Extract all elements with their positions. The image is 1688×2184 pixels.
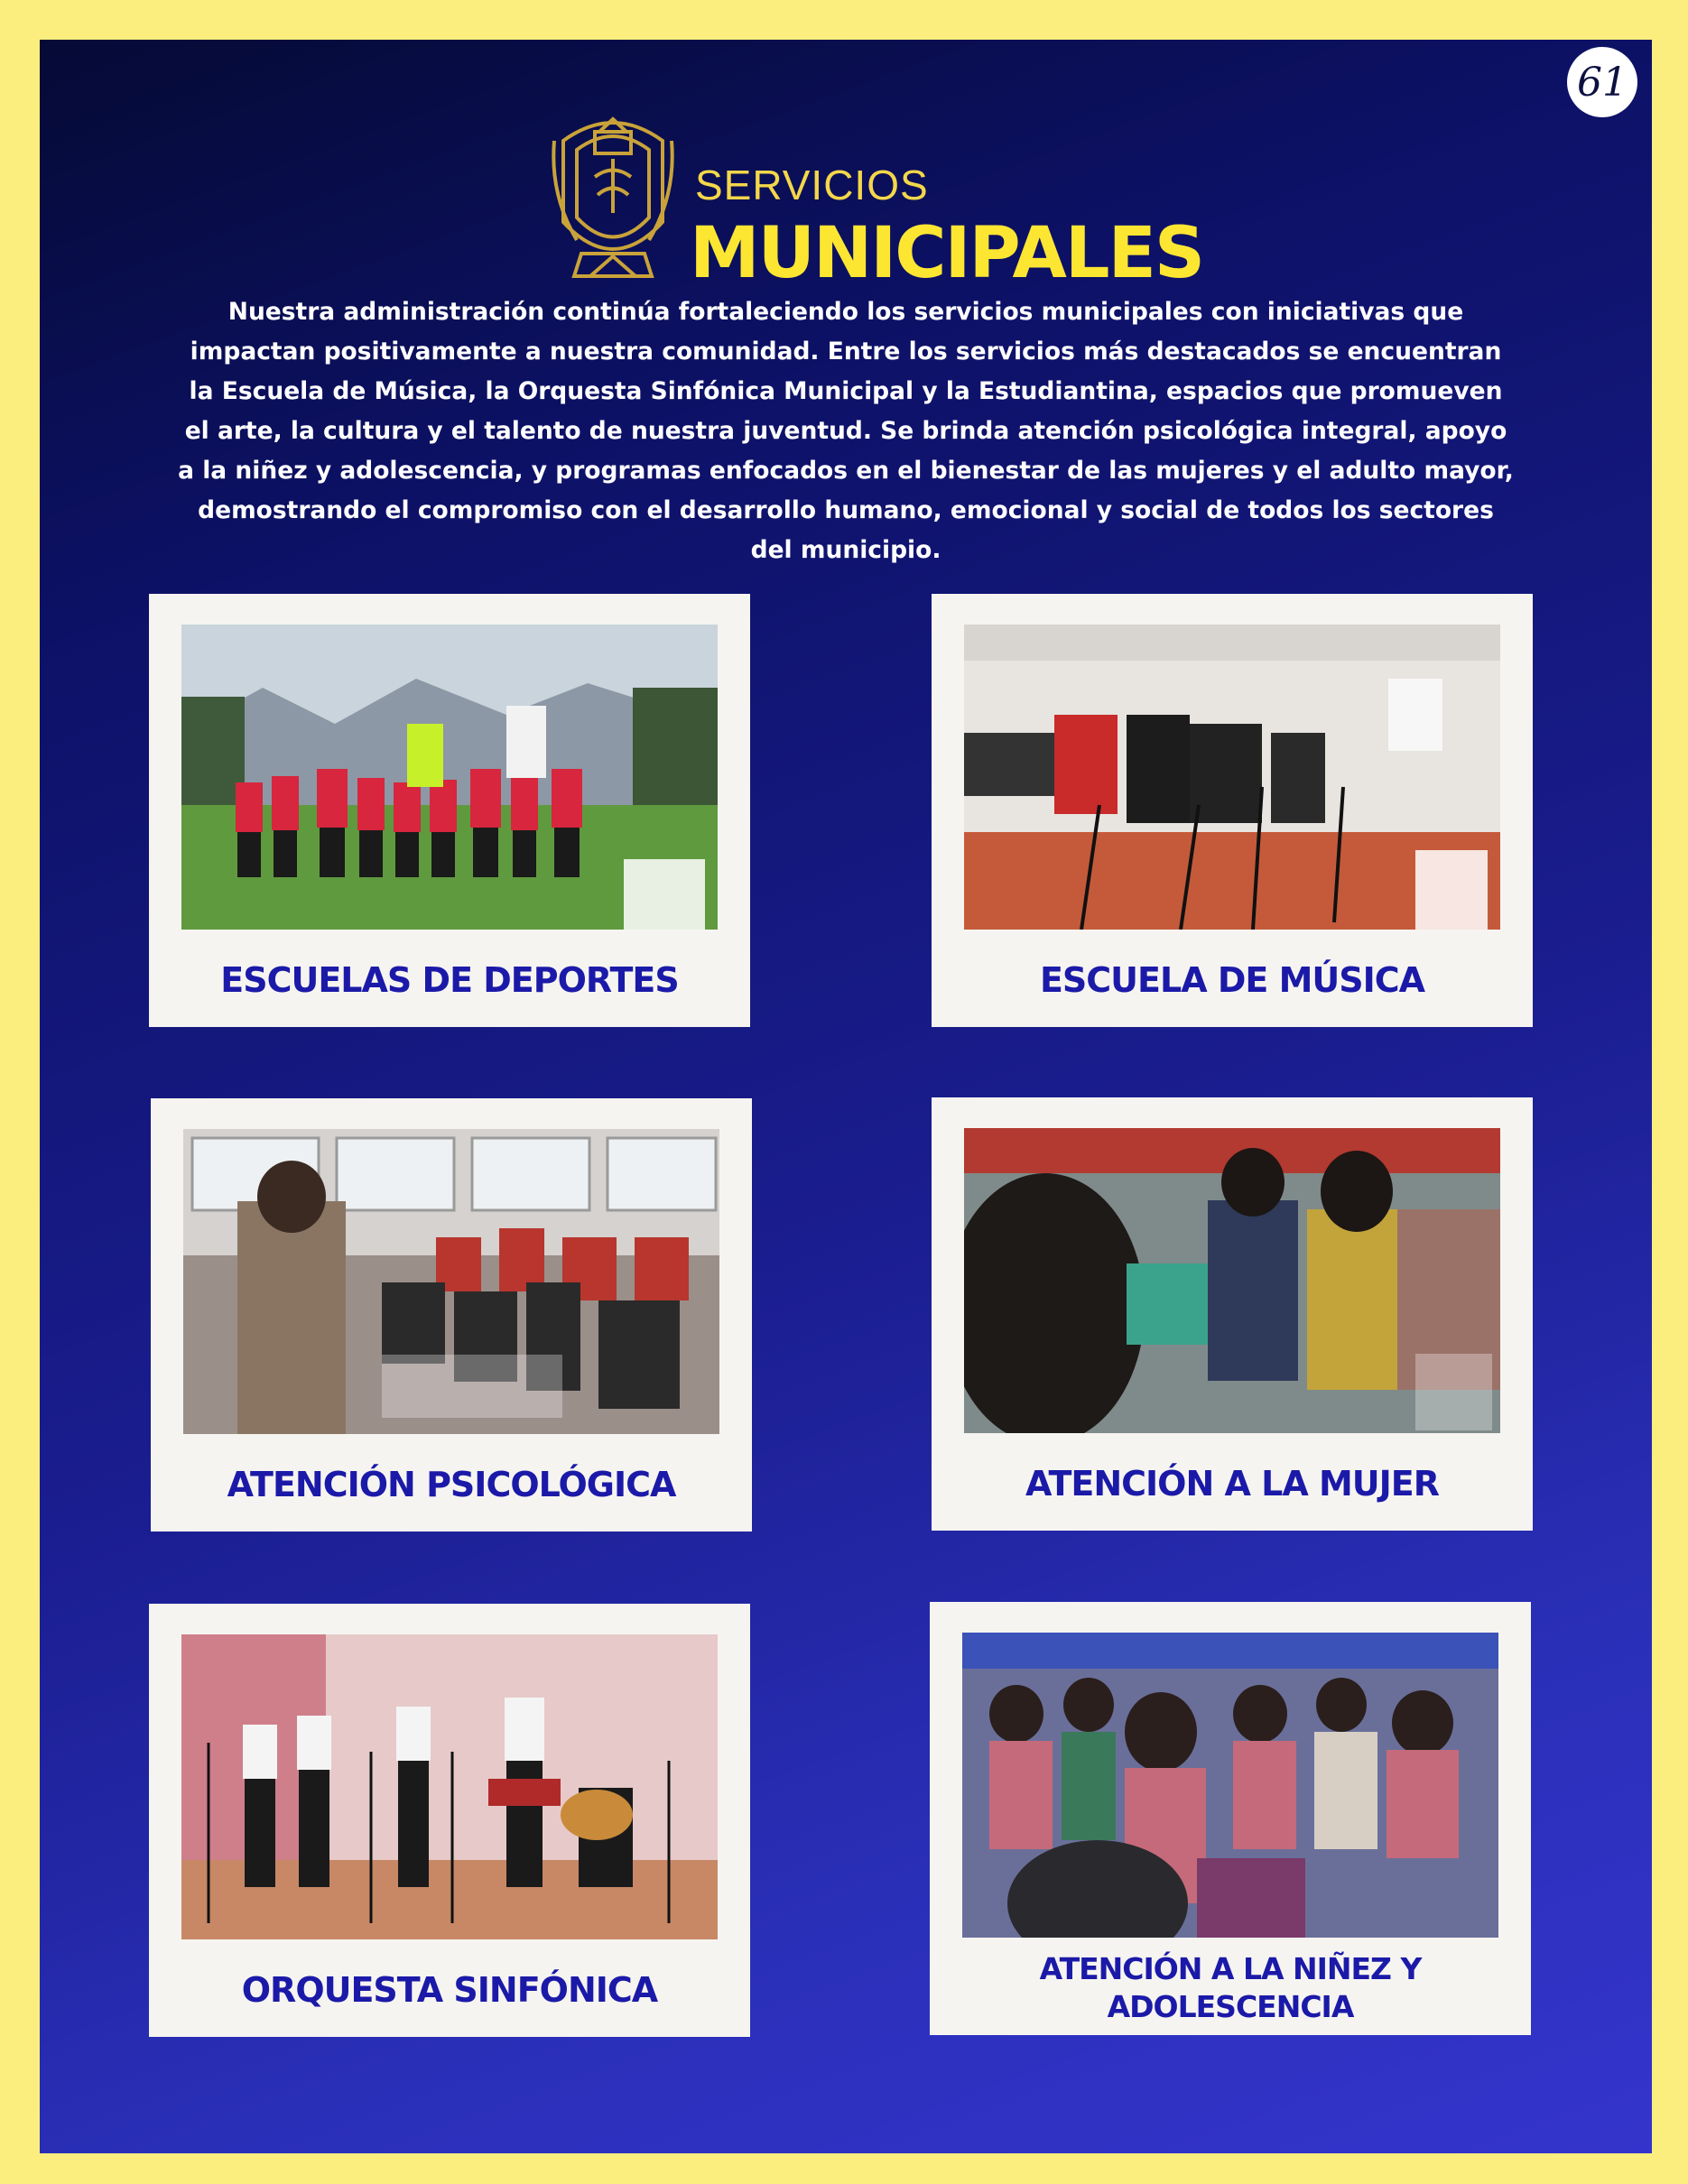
music-school-photo xyxy=(964,625,1500,930)
card-label: ATENCIÓN A LA NIÑEZ Y ADOLESCENCIA xyxy=(1039,1951,1422,2024)
page-number: 61 xyxy=(1567,47,1637,117)
card-orquesta-sinfonica xyxy=(149,1604,750,2037)
card-label: ORQUESTA SINFÓNICA xyxy=(241,1970,658,2010)
children-youth-photo xyxy=(962,1633,1498,1938)
intro-paragraph: Nuestra administración continúa fortaleciendo los servicios municipales con iniciativas que impactan positivamente a nuestra comunidad. Entre los servicios más destacados se encuentran la Escuela de Música, la Orquesta Sinfónica Municipal y la Estudiantina, espacios que promueven el arte, la cultura y el talento de nuestra juventud. Se brinda atención psicológica integral, apoyo a la niñez y adolescencia, y programas enfocados en el bienestar de las mujeres y el adulto mayor, demostrando el compromiso con el desarrollo humano, emocional y social de todos los sectores del municipio. xyxy=(178,298,1514,564)
card-atencion-psicologica xyxy=(151,1098,752,1532)
women-care-photo xyxy=(964,1128,1500,1433)
sports-school-photo xyxy=(181,625,718,930)
title-municipales: MUNICIPALES xyxy=(690,213,1204,294)
card-escuela-de-musica xyxy=(932,594,1533,1027)
card-atencion-a-la-ninez-y-adolescencia xyxy=(930,1602,1531,2035)
psychological-care-photo xyxy=(183,1129,719,1434)
card-label: ATENCIÓN A LA MUJER xyxy=(1025,1464,1440,1504)
municipal-emblem-icon xyxy=(545,96,681,303)
page-panel xyxy=(40,40,1652,2153)
title-servicios: SERVICIOS xyxy=(695,162,929,208)
page-header xyxy=(545,96,1213,303)
card-label: ESCUELAS DE DEPORTES xyxy=(220,960,679,1000)
card-label: ESCUELA DE MÚSICA xyxy=(1039,960,1425,1000)
card-atencion-a-la-mujer xyxy=(932,1097,1533,1531)
symphony-orchestra-photo xyxy=(181,1634,718,1939)
card-escuelas-de-deportes xyxy=(149,594,750,1027)
card-label: ATENCIÓN PSICOLÓGICA xyxy=(227,1465,676,1504)
